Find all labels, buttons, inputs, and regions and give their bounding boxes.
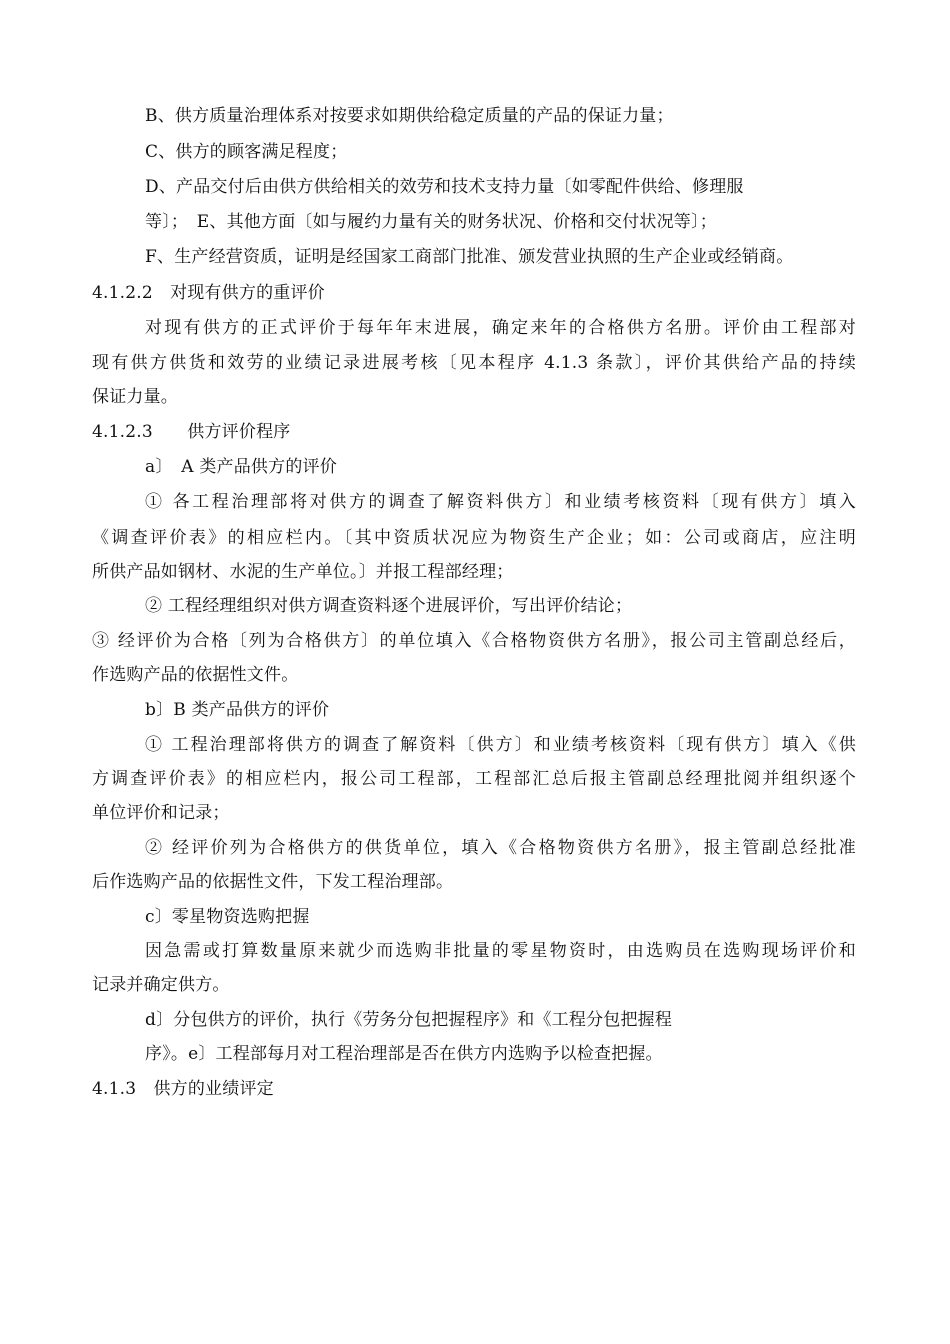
paragraph-line: 所供产品如钢材、水泥的生产单位。〕并报工程部经理；: [92, 562, 514, 582]
paragraph-line: 单位评价和记录；: [92, 803, 230, 823]
paragraph-line: 后作选购产品的依据性文件，下发工程治理部。: [92, 872, 454, 892]
subheading-a: a〕 A 类产品供方的评价: [145, 457, 337, 477]
paragraph-line: 方调查评价表》的相应栏内，报公司工程部，工程部汇总后报主管副总经理批阅并组织逐个: [92, 769, 856, 789]
subheading-d: d〕分包供方的评价，执行《劳务分包把握程序》和《工程分包把握程: [145, 1010, 673, 1030]
paragraph-line: 对现有供方的正式评价于每年年末进展，确定来年的合格供方名册。评价由工程部对: [145, 318, 856, 338]
paragraph-line: 《调查评价表》的相应栏内。〔其中资质状况应为物资生产企业；如：公司或商店，应注明: [92, 528, 856, 548]
paragraph-line: 因急需或打算数量原来就少而选购非批量的零星物资时，由选购员在选购现场评价和: [145, 941, 856, 961]
subheading-b: b〕B 类产品供方的评价: [145, 700, 330, 720]
paragraph-line: 现有供方供货和效劳的业绩记录进展考核〔见本程序 4.1.3 条款〕，评价其供给产品的持续: [92, 353, 856, 373]
paragraph-line-d: D、产品交付后由供方供给相关的效劳和技术支持力量〔如零配件供给、修理服: [145, 177, 744, 197]
paragraph-line-c: C、供方的顾客满足程度；: [145, 142, 348, 162]
paragraph-line: ③ 经评价为合格〔列为合格供方〕的单位填入《合格物资供方名册》，报公司主管副总经后，: [92, 631, 856, 651]
paragraph-line: 作选购产品的依据性文件。: [92, 665, 299, 685]
paragraph-line: ② 经评价列为合格供方的供货单位，填入《合格物资供方名册》，报主管副总经批准: [145, 838, 856, 858]
paragraph-line-b: B、供方质量治理体系对按要求如期供给稳定质量的产品的保证力量；: [145, 106, 674, 126]
section-heading-4-1-2-3: 4.1.2.3 供方评价程序: [92, 422, 291, 442]
subheading-e: 序》。e〕工程部每月对工程治理部是否在供方内选购予以检查把握。: [145, 1044, 663, 1064]
paragraph-line: ① 各工程治理部将对供方的调查了解资料供方〕和业绩考核资料〔现有供方〕填入: [145, 492, 856, 512]
paragraph-line: 保证力量。: [92, 387, 178, 407]
paragraph-line: 记录并确定供方。: [92, 975, 230, 995]
subheading-c: c〕零星物资选购把握: [145, 907, 310, 927]
paragraph-line-e: 等〕； E、其他方面〔如与履约力量有关的财务状况、价格和交付状况等〕；: [145, 212, 717, 232]
paragraph-line-f: F、生产经营资质，证明是经国家工商部门批准、颁发营业执照的生产企业或经销商。: [145, 247, 794, 267]
section-heading-4-1-2-2: 4.1.2.2 对现有供方的重评价: [92, 283, 325, 303]
paragraph-line: ② 工程经理组织对供方调查资料逐个进展评价，写出评价结论；: [145, 596, 633, 616]
section-heading-4-1-3: 4.1.3 供方的业绩评定: [92, 1079, 274, 1099]
paragraph-line: ① 工程治理部将供方的调查了解资料〔供方〕和业绩考核资料〔现有供方〕填入《供: [145, 735, 856, 755]
